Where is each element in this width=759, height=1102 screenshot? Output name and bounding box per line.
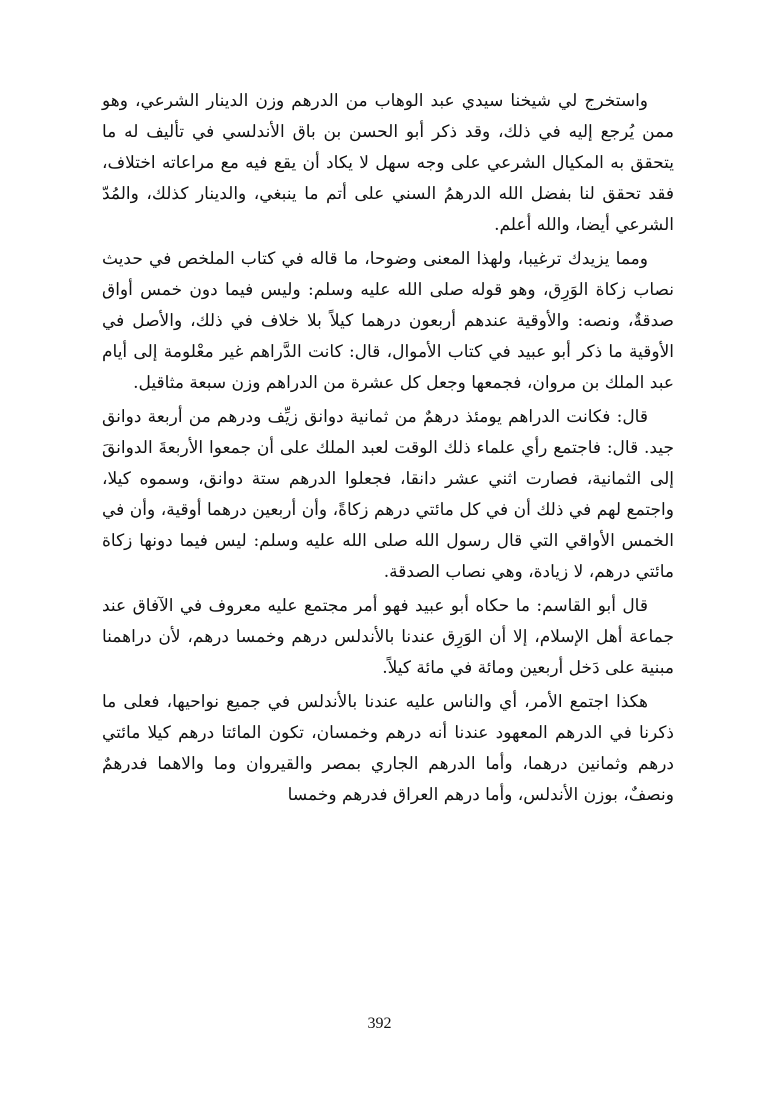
- paragraph-3: قال: فكانت الدراهم يومئذ درهمٌ من ثمانية دوانق زيِّف ودرهم من أربعة دوانق جيد. قال: فاجتمع رأي علماء ذلك الوقت لعبد الملك على أن جمعوا الأربعةَ الدوانقَ إلى الثمانية، فصارت اثني عشر دانقا، فجعلوا الدرهم ستة دوانق، وسموه كيلا، واجتمع لهم في ذلك أن في كل مائتي درهم زكاةً، وأن أربعين درهما أوقية، وأن في الخمس الأواقي التي قال رسول الله صلى الله عليه وسلم: ليس فيما دونها زكاة مائتي درهم، لا زيادة، وهي نصاب الصدقة.: [102, 407, 674, 582]
- paragraph-5: هكذا اجتمع الأمر، أي والناس عليه عندنا بالأندلس في جميع نواحيها، فعلى ما ذكرنا في الدرهم المعهود عندنا أنه درهم وخمسان، تكون المائتا درهم كيلا مائتي درهم وثمانين درهما، وأما الدرهم الجاري بمصر والقيروان وما والاهما فدرهمٌ ونصفٌ، بوزن الأندلس، وأما درهم العراق فدرهم وخمسا: [102, 692, 674, 805]
- paragraph-2: ومما يزيدك ترغيبا، ولهذا المعنى وضوحا، ما قاله في كتاب الملخص في حديث نصاب زكاة الوَرِق، وهو قوله صلى الله عليه وسلم: وليس فيما دون خمس أواق صدقةٌ، ونصه: والأوقية عندهم أربعون درهما كيلاً بلا خلاف في ذلك، والأصل في الأوقية ما ذكر أبو عبيد في كتاب الأموال، قال: كانت الدَّراهم غير معْلومة إلى أيام عبد الملك بن مروان، فجمعها وجعل كل عشرة من الدراهم وزن سبعة مثاقيل.: [102, 249, 674, 393]
- body-text: [102, 86, 674, 811]
- page-number: 392: [367, 1015, 392, 1032]
- paragraph-1: واستخرج لي شيخنا سيدي عبد الوهاب من الدرهم وزن الدينار الشرعي، وهو ممن يُرجع إليه في ذلك، وقد ذكر أبو الحسن بن باق الأندلسي في تأليف له ما يتحقق به المكيال الشرعي على وجه سهل لا يكاد أن يقع فيه مع مراعاته اختلاف، فقد تحقق لنا بفضل الله الدرهمُ السني على أتم ما ينبغي، والدينار كذلك، والمُدّ الشرعي أيضا، والله أعلم.: [102, 91, 674, 235]
- paragraph-4: قال أبو القاسم: ما حكاه أبو عبيد فهو أمر مجتمع عليه معروف في الآفاق عند جماعة أهل الإسلام، إلا أن الوَرِق عندنا بالأندلس درهم وخمسا درهم، لأن دراهمنا مبنية على دَخل أربعين ومائة في مائة كيلاً.: [102, 596, 674, 678]
